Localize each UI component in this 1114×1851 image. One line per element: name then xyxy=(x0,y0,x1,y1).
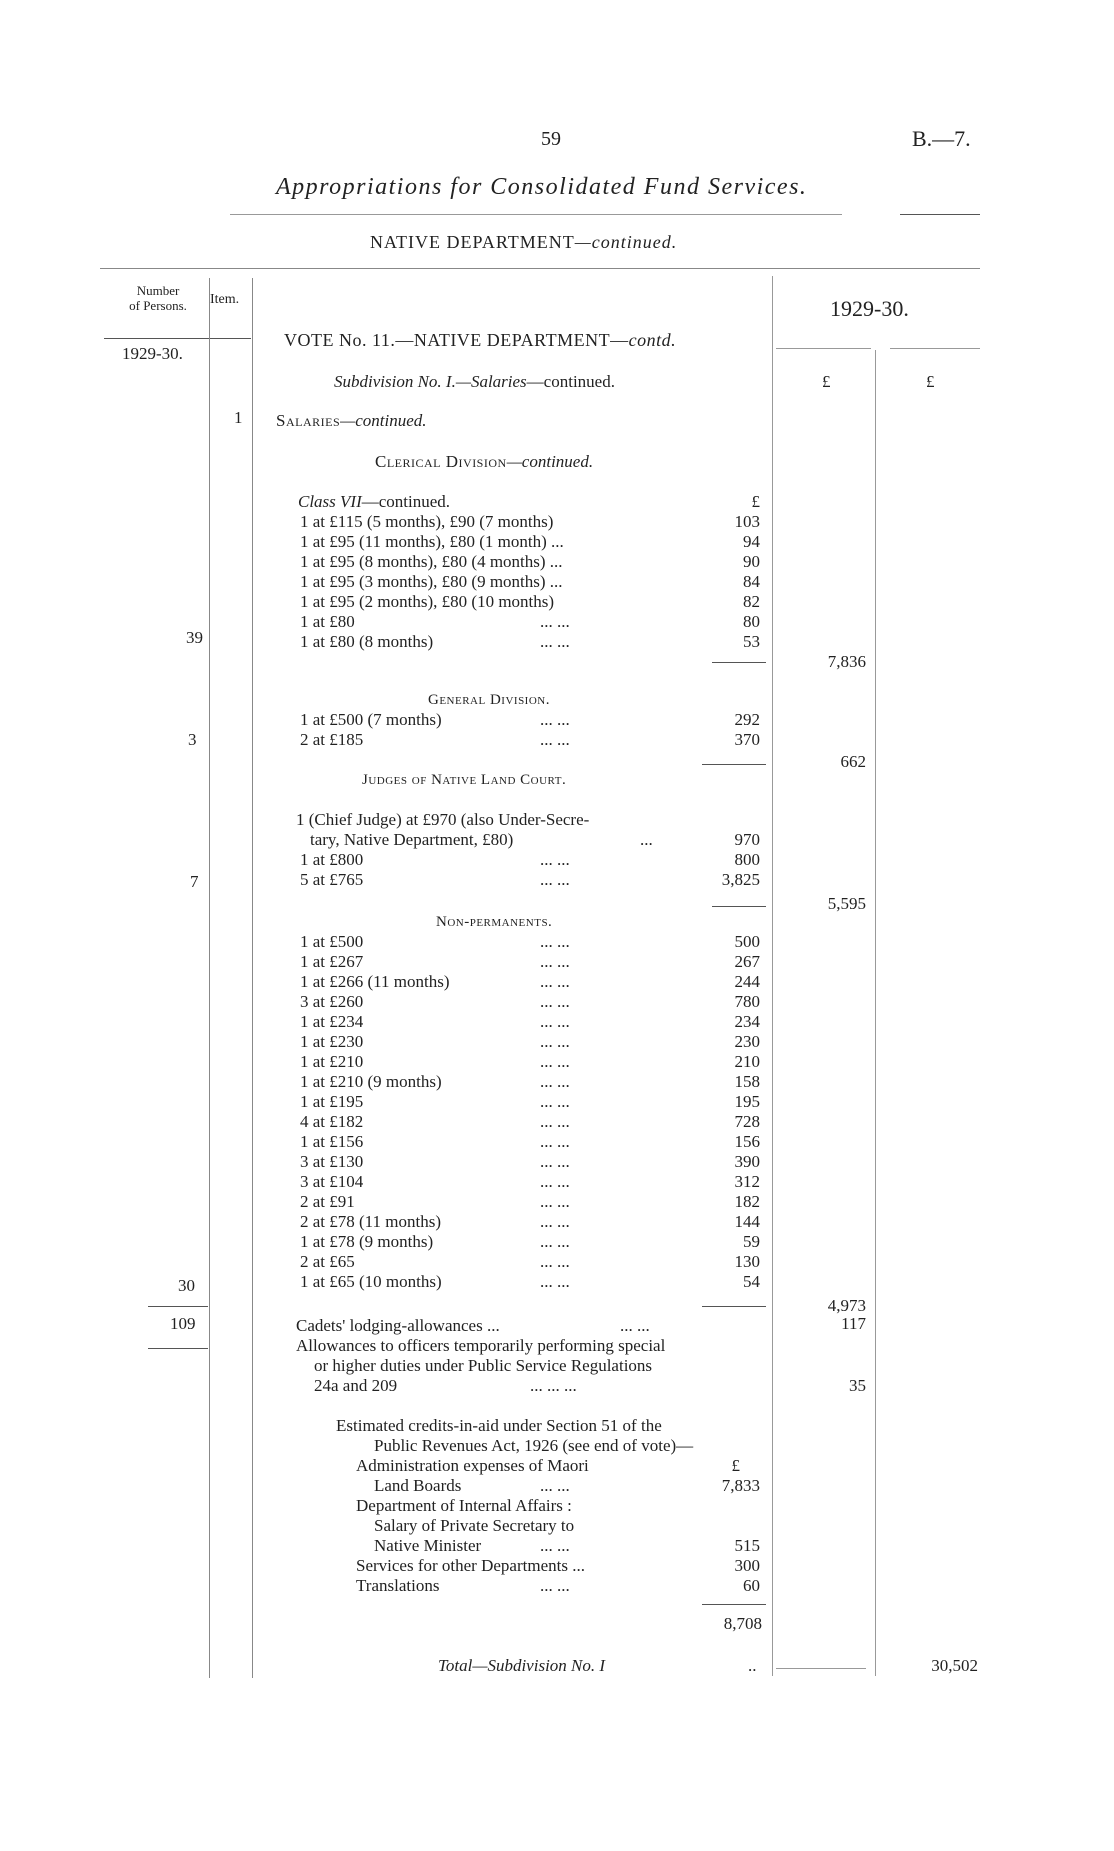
general-row-amount: 370 xyxy=(734,730,760,749)
general-row-amount: 292 xyxy=(734,710,760,729)
non-permanent-row-amount: 144 xyxy=(734,1212,760,1231)
internal-affairs-dots: ... ... xyxy=(540,1536,570,1555)
clerical-row-dots: ... ... xyxy=(540,612,570,631)
year-header-right: 1929-30. xyxy=(830,296,909,321)
non-permanent-row-dots: ... ... xyxy=(540,1192,570,1211)
clerical-row-label: 1 at £95 (3 months), £80 (9 months) ... xyxy=(300,572,563,591)
clerical-division-continued: —continued. xyxy=(506,452,594,471)
non-permanents-total: 4,973 xyxy=(827,1296,866,1315)
column-rule-text xyxy=(772,276,773,1676)
non-permanents-persons: 30 xyxy=(178,1276,195,1295)
year-header-left: 1929-30. xyxy=(122,344,183,363)
amount-header-rule-b xyxy=(890,348,980,349)
non-permanent-row-label: 1 at £195 xyxy=(300,1092,364,1111)
number-of-persons-header: Number of Persons. xyxy=(129,283,187,313)
clerical-row-amount: 80 xyxy=(743,612,760,631)
credits-line-1: Estimated credits-in-aid under Section 51 of the xyxy=(336,1416,662,1435)
clerical-row-dots: ... ... xyxy=(540,632,570,651)
department-continued: —continued. xyxy=(574,232,678,252)
admin-pound-sign: £ xyxy=(731,1456,740,1475)
cadets-dots: ... ... xyxy=(620,1316,650,1335)
non-permanent-row-amount: 130 xyxy=(734,1252,760,1271)
non-permanent-row-label: 3 at £104 xyxy=(300,1172,364,1191)
judges-row-amount: 3,825 xyxy=(721,870,760,889)
non-permanent-row-dots: ... ... xyxy=(540,932,570,951)
non-permanent-row-amount: 158 xyxy=(734,1072,760,1091)
internal-affairs-line-1: Department of Internal Affairs : xyxy=(356,1496,572,1515)
judges-row-dots: ... ... xyxy=(540,870,570,889)
amount-header-rule-a xyxy=(776,348,871,349)
non-permanent-row-amount: 59 xyxy=(743,1232,760,1251)
allowances-line-3: 24a and 209 xyxy=(314,1376,398,1395)
pound-sign-column-b: £ xyxy=(926,372,935,391)
general-total: 662 xyxy=(840,752,866,771)
chief-judge-line-1: 1 (Chief Judge) at £970 (also Under-Secre- xyxy=(296,810,590,829)
non-permanent-row-label: 1 at £266 (11 months) xyxy=(300,972,450,991)
non-permanent-row-label: 1 at £267 xyxy=(300,952,364,971)
non-permanents-heading: Non-permanents. xyxy=(436,914,553,930)
department-name: NATIVE DEPARTMENT xyxy=(370,232,575,252)
table-top-rule xyxy=(100,268,980,269)
clerical-row-amount: 90 xyxy=(743,552,760,571)
title-rule-right xyxy=(900,214,980,215)
admin-expenses-line-2: Land Boards xyxy=(374,1476,462,1495)
non-permanent-row-label: 1 at £210 (9 months) xyxy=(300,1072,442,1091)
non-permanent-row-label: 3 at £260 xyxy=(300,992,364,1011)
persons-total-rule-bottom xyxy=(148,1348,208,1349)
clerical-row-label: 1 at £80 (8 months) xyxy=(300,632,434,651)
allowances-line-1: Allowances to officers temporarily performing special xyxy=(296,1336,666,1355)
persons-header-rule xyxy=(104,338,251,339)
vote-continued: contd. xyxy=(628,330,677,350)
non-permanent-row-amount: 195 xyxy=(734,1092,760,1111)
services-label: Services for other Departments ... xyxy=(356,1556,585,1575)
department-heading xyxy=(370,232,677,253)
chief-judge-line-2: tary, Native Department, £80) xyxy=(310,830,514,849)
admin-expenses-amount: 7,833 xyxy=(721,1476,760,1495)
non-permanent-row-amount: 210 xyxy=(734,1052,760,1071)
chief-judge-amount: 970 xyxy=(734,830,760,849)
class-vii-continued: —continued. xyxy=(361,492,451,511)
non-permanent-row-label: 2 at £78 (11 months) xyxy=(300,1212,442,1231)
general-row-label: 1 at £500 (7 months) xyxy=(300,710,442,729)
credits-sum-rule xyxy=(702,1604,766,1605)
translations-dots: ... ... xyxy=(540,1576,570,1595)
non-permanent-row-dots: ... ... xyxy=(540,1152,570,1171)
item-number: 1 xyxy=(234,408,243,427)
non-permanent-row-label: 4 at £182 xyxy=(300,1112,364,1131)
internal-affairs-line-3: Native Minister xyxy=(374,1536,482,1555)
internal-affairs-line-2: Salary of Private Secretary to xyxy=(374,1516,575,1535)
judges-row-dots: ... ... xyxy=(540,850,570,869)
credits-total: 8,708 xyxy=(723,1614,762,1633)
judges-row-amount: 800 xyxy=(734,850,760,869)
cadets-label: Cadets' lodging-allowances ... xyxy=(296,1316,500,1335)
non-permanent-row-dots: ... ... xyxy=(540,1232,570,1251)
clerical-row-amount: 82 xyxy=(743,592,760,611)
non-permanent-row-label: 1 at £156 xyxy=(300,1132,364,1151)
judges-row-label: 5 at £765 xyxy=(300,870,364,889)
non-permanent-row-label: 1 at £500 xyxy=(300,932,364,951)
general-row-dots: ... ... xyxy=(540,730,570,749)
general-row-label: 2 at £185 xyxy=(300,730,364,749)
translations-label: Translations xyxy=(356,1576,440,1595)
clerical-row-amount: 53 xyxy=(743,632,760,651)
class-vii-title: Class VII xyxy=(298,492,362,511)
non-permanent-row-dots: ... ... xyxy=(540,1012,570,1031)
column-rule-amount xyxy=(875,350,876,1676)
item-header: Item. xyxy=(210,292,240,307)
clerical-row-label: 1 at £115 (5 months), £90 (7 months) xyxy=(300,512,554,531)
pound-sign-column-a: £ xyxy=(822,372,831,391)
non-permanent-row-amount: 230 xyxy=(734,1032,760,1051)
clerical-division-title: Clerical Division xyxy=(375,452,507,471)
grand-total-amount: 30,502 xyxy=(931,1656,978,1675)
clerical-row-amount: 103 xyxy=(734,512,760,531)
clerical-division-heading xyxy=(375,452,593,472)
non-permanent-row-amount: 780 xyxy=(734,992,760,1011)
non-permanents-sum-rule xyxy=(702,1306,766,1307)
non-permanent-row-amount: 244 xyxy=(734,972,760,991)
page-title: Appropriations for Consolidated Fund Services. xyxy=(276,174,808,200)
grand-total-dots: .. xyxy=(748,1656,757,1675)
non-permanent-row-label: 1 at £230 xyxy=(300,1032,364,1051)
column-rule-item xyxy=(252,278,253,1678)
non-permanent-row-dots: ... ... xyxy=(540,1072,570,1091)
subdivision-continued: —continued. xyxy=(526,372,615,391)
salaries-heading xyxy=(276,411,427,431)
clerical-pound-sign: £ xyxy=(751,492,760,511)
grand-total-rule-a xyxy=(776,1668,866,1669)
non-permanent-row-amount: 728 xyxy=(734,1112,760,1131)
cadets-amount: 117 xyxy=(841,1314,866,1333)
page-number: 59 xyxy=(541,128,561,150)
general-row-dots: ... ... xyxy=(540,710,570,729)
judges-total: 5,595 xyxy=(827,894,866,913)
translations-amount: 60 xyxy=(743,1576,760,1595)
non-permanent-row-amount: 500 xyxy=(734,932,760,951)
clerical-row-amount: 94 xyxy=(743,532,760,551)
salaries-continued: —continued. xyxy=(340,411,427,430)
non-permanent-row-dots: ... ... xyxy=(540,1052,570,1071)
judges-persons: 7 xyxy=(190,872,199,891)
non-permanent-row-label: 1 at £210 xyxy=(300,1052,364,1071)
vote-heading xyxy=(284,330,676,351)
class-vii-heading xyxy=(298,492,450,512)
non-permanent-row-dots: ... ... xyxy=(540,1272,570,1291)
non-permanent-row-label: 1 at £65 (10 months) xyxy=(300,1272,442,1291)
non-permanent-row-amount: 390 xyxy=(734,1152,760,1171)
clerical-row-label: 1 at £95 (8 months), £80 (4 months) ... xyxy=(300,552,563,571)
non-permanent-row-dots: ... ... xyxy=(540,1092,570,1111)
non-permanent-row-label: 1 at £78 (9 months) xyxy=(300,1232,434,1251)
non-permanent-row-dots: ... ... xyxy=(540,1132,570,1151)
salaries-title: Salaries xyxy=(276,411,341,430)
clerical-sum-rule xyxy=(712,662,766,663)
non-permanent-row-label: 2 at £65 xyxy=(300,1252,355,1271)
non-permanent-row-dots: ... ... xyxy=(540,1252,570,1271)
allowances-line-2: or higher duties under Public Service Regulations xyxy=(314,1356,653,1375)
non-permanent-row-amount: 182 xyxy=(734,1192,760,1211)
general-sum-rule xyxy=(702,764,766,765)
general-division-heading: General Division. xyxy=(428,692,550,708)
non-permanent-row-amount: 156 xyxy=(734,1132,760,1151)
non-permanent-row-dots: ... ... xyxy=(540,1172,570,1191)
clerical-persons: 39 xyxy=(186,628,203,647)
column-rule-persons xyxy=(209,278,210,1678)
admin-expenses-dots: ... ... xyxy=(540,1476,570,1495)
internal-affairs-amount: 515 xyxy=(734,1536,760,1555)
non-permanent-row-amount: 234 xyxy=(734,1012,760,1031)
non-permanent-row-amount: 312 xyxy=(734,1172,760,1191)
judges-heading: Judges of Native Land Court. xyxy=(362,772,567,788)
non-permanent-row-dots: ... ... xyxy=(540,972,570,991)
persons-total: 109 xyxy=(170,1314,196,1333)
clerical-row-label: 1 at £80 xyxy=(300,612,355,631)
grand-total-label: Total—Subdivision No. I xyxy=(438,1656,606,1675)
judges-sum-rule xyxy=(712,906,766,907)
allowances-amount: 35 xyxy=(849,1376,866,1395)
non-permanent-row-dots: ... ... xyxy=(540,952,570,971)
subdivision-title: Subdivision No. I.—Salaries xyxy=(334,372,527,391)
vote-title: VOTE No. 11.—NATIVE DEPARTMENT— xyxy=(284,330,629,350)
non-permanent-row-amount: 54 xyxy=(743,1272,760,1291)
non-permanent-row-dots: ... ... xyxy=(540,1112,570,1131)
general-persons: 3 xyxy=(188,730,197,749)
allowances-dots: ... ... ... xyxy=(530,1376,577,1395)
non-permanent-row-label: 2 at £91 xyxy=(300,1192,355,1211)
clerical-total: 7,836 xyxy=(827,652,866,671)
clerical-row-label: 1 at £95 (11 months), £80 (1 month) ... xyxy=(300,532,564,551)
admin-expenses-line-1: Administration expenses of Maori xyxy=(356,1456,589,1475)
non-permanent-row-dots: ... ... xyxy=(540,1032,570,1051)
non-permanent-row-label: 1 at £234 xyxy=(300,1012,364,1031)
non-permanent-row-label: 3 at £130 xyxy=(300,1152,364,1171)
document-reference: B.—7. xyxy=(912,126,971,151)
credits-line-2: Public Revenues Act, 1926 (see end of vote)— xyxy=(374,1436,694,1455)
non-permanent-row-dots: ... ... xyxy=(540,1212,570,1231)
clerical-row-amount: 84 xyxy=(743,572,760,591)
judges-row-label: 1 at £800 xyxy=(300,850,364,869)
non-permanent-row-amount: 267 xyxy=(734,952,760,971)
services-amount: 300 xyxy=(734,1556,760,1575)
chief-judge-dots: ... xyxy=(640,830,653,849)
subdivision-heading xyxy=(334,372,615,392)
persons-total-rule-top xyxy=(148,1306,208,1307)
title-rule xyxy=(230,214,842,215)
clerical-row-label: 1 at £95 (2 months), £80 (10 months) xyxy=(300,592,555,611)
non-permanent-row-dots: ... ... xyxy=(540,992,570,1011)
